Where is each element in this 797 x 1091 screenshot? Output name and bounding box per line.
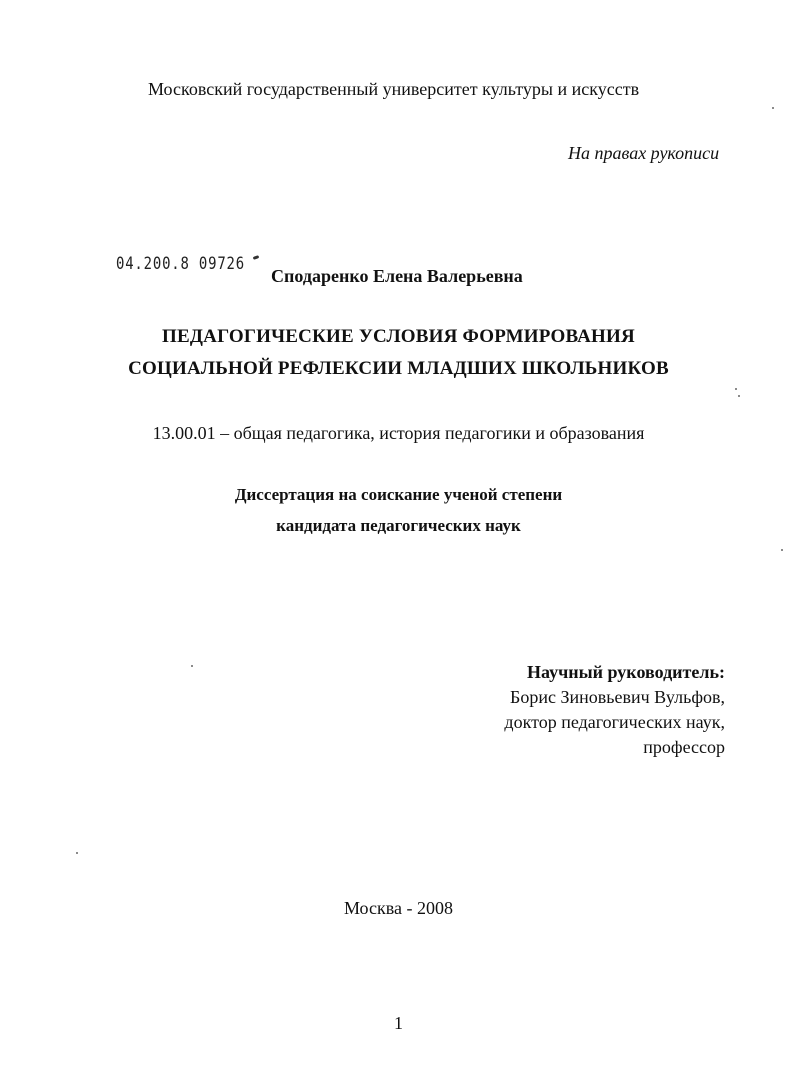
scan-speck — [76, 852, 78, 854]
scan-speck — [772, 107, 774, 109]
scan-speck — [191, 665, 193, 667]
stamp-mark-icon — [253, 255, 260, 260]
supervisor-name: Борис Зиновьевич Вульфов, — [510, 687, 725, 707]
scan-speck — [781, 549, 783, 551]
supervisor-block — [504, 660, 725, 760]
degree-line-2: кандидата педагогических наук — [276, 516, 521, 535]
supervisor-title: профессор — [643, 737, 725, 757]
supervisor-label: Научный руководитель: — [527, 662, 725, 682]
thesis-title-line-1: ПЕДАГОГИЧЕСКИЕ УСЛОВИЯ ФОРМИРОВАНИЯ — [162, 326, 635, 347]
specialty-code: 13.00.01 – общая педагогика, история педагогики и образования — [152, 423, 645, 443]
institution-name: Московский государственный университет культуры и искусств — [148, 79, 640, 99]
scan-speck — [735, 388, 737, 390]
page-number: 1 — [394, 1013, 403, 1033]
scan-speck — [738, 395, 740, 397]
catalog-number-stamp: 04.200.8 09726 — [116, 254, 245, 274]
thesis-title-line-2: СОЦИАЛЬНОЙ РЕФЛЕКСИИ МЛАДШИХ ШКОЛЬНИКОВ — [128, 358, 669, 379]
supervisor-degree: доктор педагогических наук, — [504, 712, 725, 732]
city-year: Москва - 2008 — [344, 898, 453, 918]
degree-line-1: Диссертация на соискание ученой степени — [234, 485, 563, 504]
manuscript-note: На правах рукописи — [568, 143, 720, 163]
author-name: Сподаренко Елена Валерьевна — [271, 266, 523, 286]
